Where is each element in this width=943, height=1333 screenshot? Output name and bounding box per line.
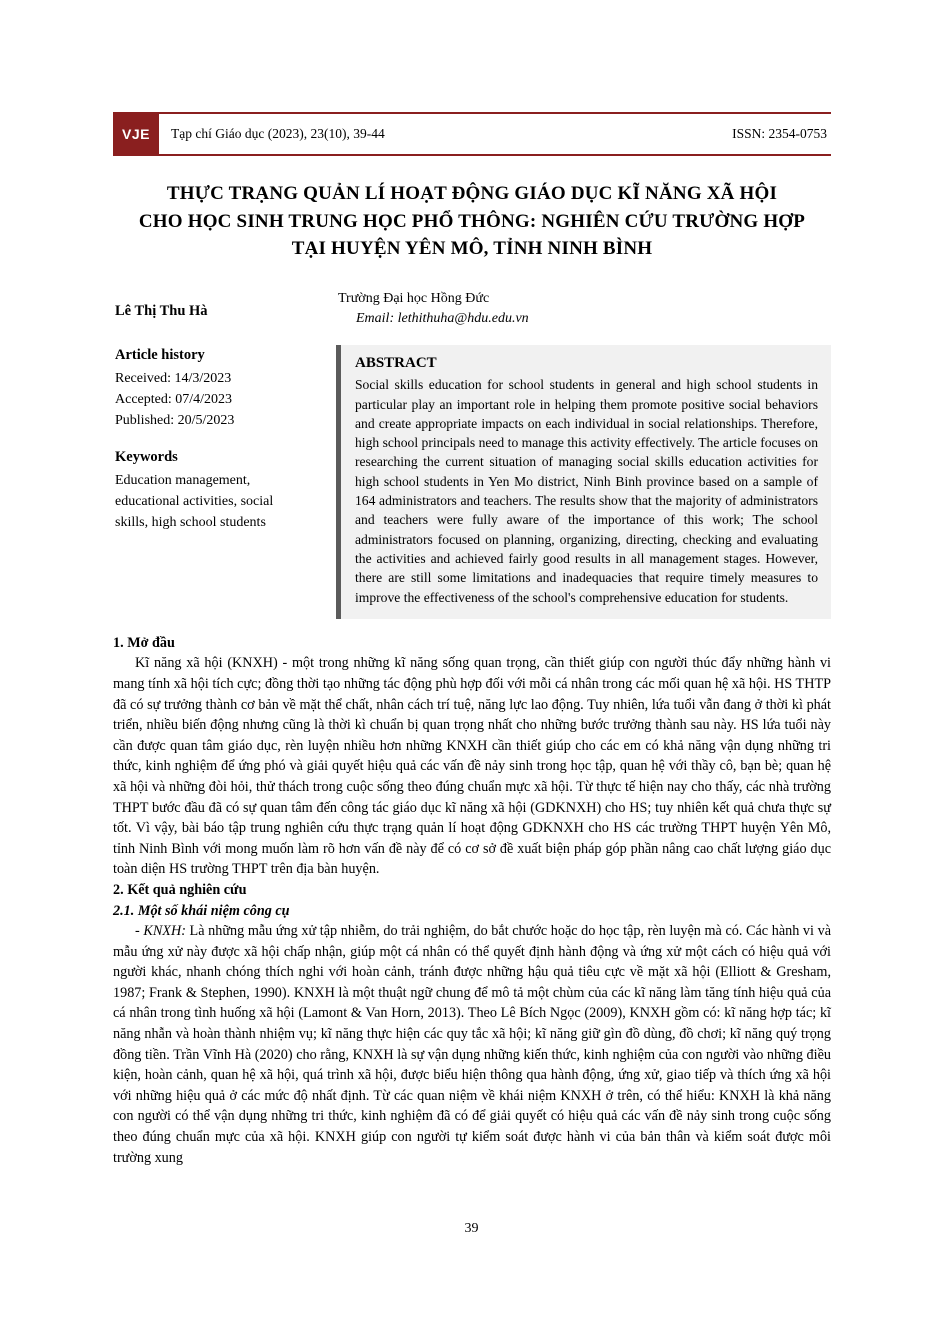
abstract-box [336,345,831,619]
article-title-line-3: TẠI HUYỆN YÊN MÔ, TỈNH NINH BÌNH [291,238,653,260]
received-date: Received: 14/3/2023 [115,370,232,386]
article-title [113,180,831,263]
keywords-heading: Keywords [115,448,178,465]
section-1-paragraph: Kĩ năng xã hội (KNXH) - một trong những kĩ năng sống quan trọng, cần thiết giúp con người thúc đẩy những hành vi mang tính xã hội tích cực; đồng thời tạo những tác động phù hợp đối với mỗi cá nhân trong các mối quan hệ xã hội. HS THTP đã có sự trưởng thành cơ bản về mặt thể chất, nhân cách trí tuệ, năng lực lao động. Tuy nhiên, lứa tuổi vẫn đang ở thời kì phát triển, nhiều biến động nhưng cũng là thời kì chuẩn bị quan trọng nhất cho những bước trưởng thành sau này. HS lứa tuổi này cần được quan tâm giáo dục, rèn luyện nhiều hơn những KNXH cần thiết giúp cho các em có khả năng vận dụng những tri thức, kinh nghiệm để ứng phó và giải quyết hiệu quả các vấn đề nảy sinh trong học tập, quan hệ với thầy cô, bạn bè; quan hệ xã hội và những đòi hỏi, thử thách trong cuộc sống theo đúng chuẩn mực xã hội. Từ thực tế hiện nay cho thấy, các nhà trường THPT bước đầu đã có sự quan tâm đến công tác giáo dục kĩ năng xã hội (GDKNXH) cho HS; tuy nhiên kết quả chưa thực sự tốt. Vì vậy, bài báo tập trung nghiên cứu thực trạng quản lí hoạt động GDKNXH cho HS các trường THPT huyện Yên Mô, tỉnh Ninh Bình với mong muốn làm rõ hơn vấn đề này để có cơ sở đề xuất biện pháp góp phần nâng cao chất lượng giáo dục toàn diện HS trường THPT trên địa bàn huyện. [113,655,831,878]
meta-abstract-row [113,345,831,619]
term-knxh: - KNXH: [135,923,186,940]
article-body [113,633,831,1168]
keywords-line-3: skills, high school students [115,514,266,530]
section-2-1-paragraph-text: Là những mẫu ứng xử tập nhiễm, do trải nghiệm, do bắt chước hoặc do học tập, rèn luyện mà có. Các hành vi và mẫu ứng xử này được xã hội chấp nhận, giúp một cá nhân có thể quyết định hành động và ứng xử một cách có hiệu quả với người khác, nhanh chóng thích nghi với hoàn cảnh, tránh được những hậu quả tiêu cực về mặt xã hội (Elliott & Gresham, 1987; Frank & Stephen, 1990). KNXH là một thuật ngữ chung để mô tả một chùm của các kĩ năng làm tăng tính hiệu quả của cá nhân trong tình huống xã hội (Lamont & Van Horn, 2013). Theo Lê Bích Ngọc (2009), KNXH gồm có: kĩ năng hợp tác; kĩ năng nhẫn và hoàn thành nhiệm vụ; kĩ năng thực hiện các quy tắc xã hội; kĩ năng giữ gìn đồ dùng, đồ chơi; kĩ năng quý trọng đồng tiền. Trần Vĩnh Hà (2020) cho rằng, KNXH là sự vận dụng những kiến thức, kinh nghiệm của con người vào những điều kiện, hoàn cảnh, quan hệ xã hội, quá trình xã hội, được biểu hiện thông qua hành động, ứng xử, giao tiếp và thích ứng xã hội với những hiệu quả ở các mức độ nhất định. Từ các quan niệm về khái niệm KNXH ở trên, có thể hiểu: KNXH là khả năng con người có thể vận dụng những tri thức, kinh nghiệm đã có để giải quyết có hiệu quả các vấn đề nảy sinh trong cuộc sống theo đúng chuẩn mực của xã hội. KNXH giúp con người tự kiểm soát được hành vi của bản thân và kiểm soát được môi trường xung [113,923,831,1166]
journal-issn: ISSN: 2354-0753 [732,126,827,141]
article-title-line-1: THỰC TRẠNG QUẢN LÍ HOẠT ĐỘNG GIÁO DỤC KĨ NĂNG XÃ HỘI [166,183,778,204]
keywords-line-1: Education management, [115,472,251,488]
section-2-heading: 2. Kết quả nghiên cứu [113,881,247,898]
page-number: 39 [464,1221,479,1236]
section-2-1-heading: 2.1. Một số khái niệm công cụ [113,902,290,919]
article-meta [113,345,318,533]
article-history-heading: Article history [115,347,205,364]
author-name: Lê Thị Thu Hà [115,302,208,319]
section-2-1-paragraph [113,921,831,1168]
keywords-block [115,447,318,533]
journal-citation: Tạp chí Giáo dục (2023), 23(10), 39-44 [171,126,385,141]
journal-header [113,112,831,156]
page-content [113,0,831,1168]
keywords-line-2: educational activities, social [115,493,274,509]
article-title-line-2: CHO HỌC SINH TRUNG HỌC PHỔ THÔNG: NGHIÊN CỨU TRƯỜNG HỢP [138,210,806,232]
section-1-heading: 1. Mở đầu [113,634,175,651]
journal-logo: VJE [113,114,159,154]
institution-name: Trường Đại học Hồng Đức [338,290,490,306]
accepted-date: Accepted: 07/4/2023 [115,391,233,407]
abstract-heading: ABSTRACT [355,355,437,372]
author-email: Email: lethithuha@hdu.edu.vn [356,310,529,326]
author-affiliation [320,289,831,330]
abstract-text: Social skills education for school students in general and high school students in particular play an important role in helping them promote positive social behaviors and create appropriate impacts on each individual in social relationships. Therefore, high school principals need to manage this activity effectively. The article focuses on researching the current situation of managing social skills education activities for high school students in Yen Mo district, Ninh Binh province based on a sample of 164 administrators and teachers. The results show that the majority of administrators and teachers were fully aware of the importance of this work; The school administrators focused on planning, organizing, directing, checking and evaluating the activities and achieved fairly good results in all management stages. However, there are still some limitations and inadequacies that require timely measures to improve the effectiveness of the school's comprehensive education for students. [355,377,818,605]
author-block [113,289,831,330]
published-date: Published: 20/5/2023 [115,412,235,428]
